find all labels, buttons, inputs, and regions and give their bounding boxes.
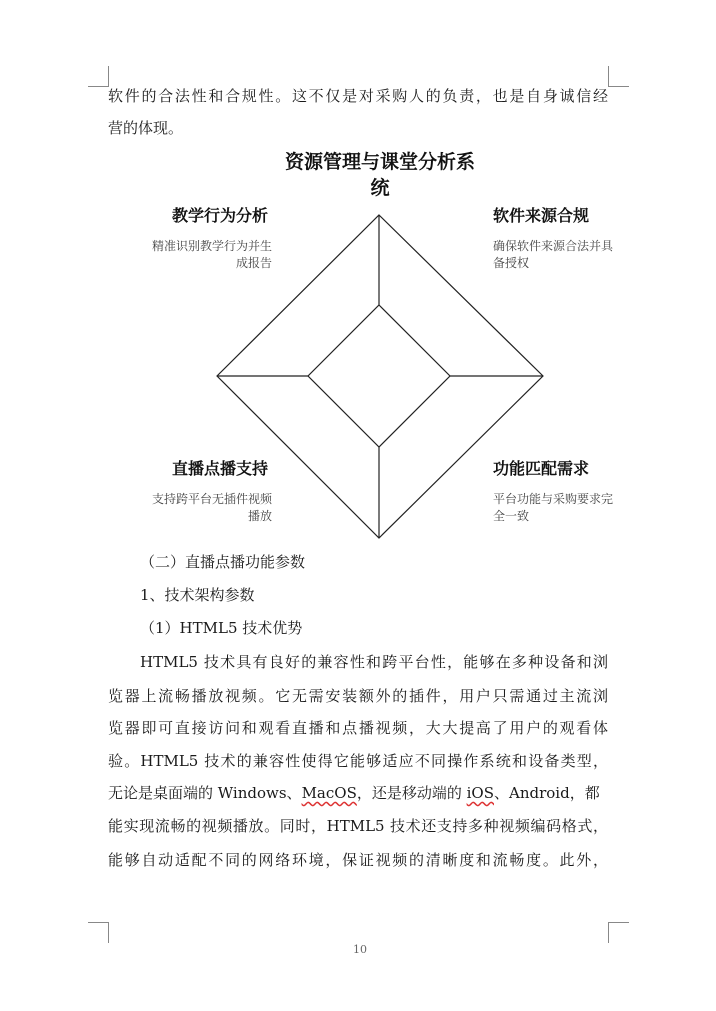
quadrant-title-top-left: 教学行为分析: [172, 206, 269, 225]
paragraph-line: 能够自动适配不同的网络环境，保证视频的清晰度和流畅度。此外，: [108, 851, 608, 869]
paragraph-line: 验。HTML5 技术的兼容性使得它能够适应不同操作系统和设备类型，: [108, 752, 608, 770]
quadrant-desc-bottom-right-cont: 全一致: [493, 509, 530, 523]
quadrant-desc-top-left: 精准识别教学行为并生: [151, 239, 272, 253]
spellcheck-word: iOS: [466, 784, 494, 802]
margin-mark-bottom-left: [88, 922, 109, 943]
inner-diamond: [308, 305, 450, 447]
quadrant-desc-bottom-right: 平台功能与采购要求完: [493, 492, 614, 506]
text-run: 无论是桌面端的 Windows、: [108, 784, 302, 802]
section-heading: （二）直播点播功能参数: [140, 553, 306, 571]
subsection-heading: 1、技术架构参数: [140, 586, 255, 604]
paragraph-line: 览器即可直接访问和观看直播和点播视频，大大提高了用户的观看体: [108, 719, 608, 737]
diagram-title: 资源管理与课堂分析系: [284, 151, 475, 173]
body-text-line: 软件的合法性和合规性。这不仅是对采购人的负责，也是自身诚信经: [108, 87, 608, 105]
quadrant-desc-bottom-left: 支持跨平台无插件视频: [151, 492, 272, 506]
diagram-title-cont: 统: [370, 177, 390, 199]
body-text-line: 营的体现。: [108, 119, 184, 137]
paragraph-line: 能实现流畅的视频播放。同时，HTML5 技术还支持多种视频编码格式，: [108, 817, 608, 835]
margin-mark-bottom-right: [608, 922, 629, 943]
spellcheck-word: MacOS: [301, 784, 357, 802]
quadrant-desc-bottom-left-cont: 播放: [247, 509, 272, 523]
quadrant-title-bottom-right: 功能匹配需求: [493, 459, 590, 478]
text-run: 、Android，都: [494, 784, 600, 802]
text-run: ，还是移动端的: [356, 784, 467, 802]
quadrant-title-top-right: 软件来源合规: [493, 206, 590, 225]
paragraph-line: HTML5 技术具有良好的兼容性和跨平台性，能够在多种设备和浏: [140, 653, 608, 671]
paragraph-line: [108, 783, 608, 803]
page-number: 10: [353, 943, 367, 956]
quadrant-desc-top-right: 确保软件来源合法并具: [493, 239, 614, 253]
quadrant-desc-top-left-cont: 成报告: [235, 256, 272, 270]
paragraph-line: 览器上流畅播放视频。它无需安装额外的插件，用户只需通过主流浏: [108, 687, 608, 705]
quadrant-title-bottom-left: 直播点播支持: [172, 459, 269, 478]
subsubsection-heading: （1）HTML5 技术优势: [140, 619, 303, 637]
quadrant-desc-top-right-cont: 备授权: [493, 256, 530, 270]
text-segment: [108, 783, 600, 803]
